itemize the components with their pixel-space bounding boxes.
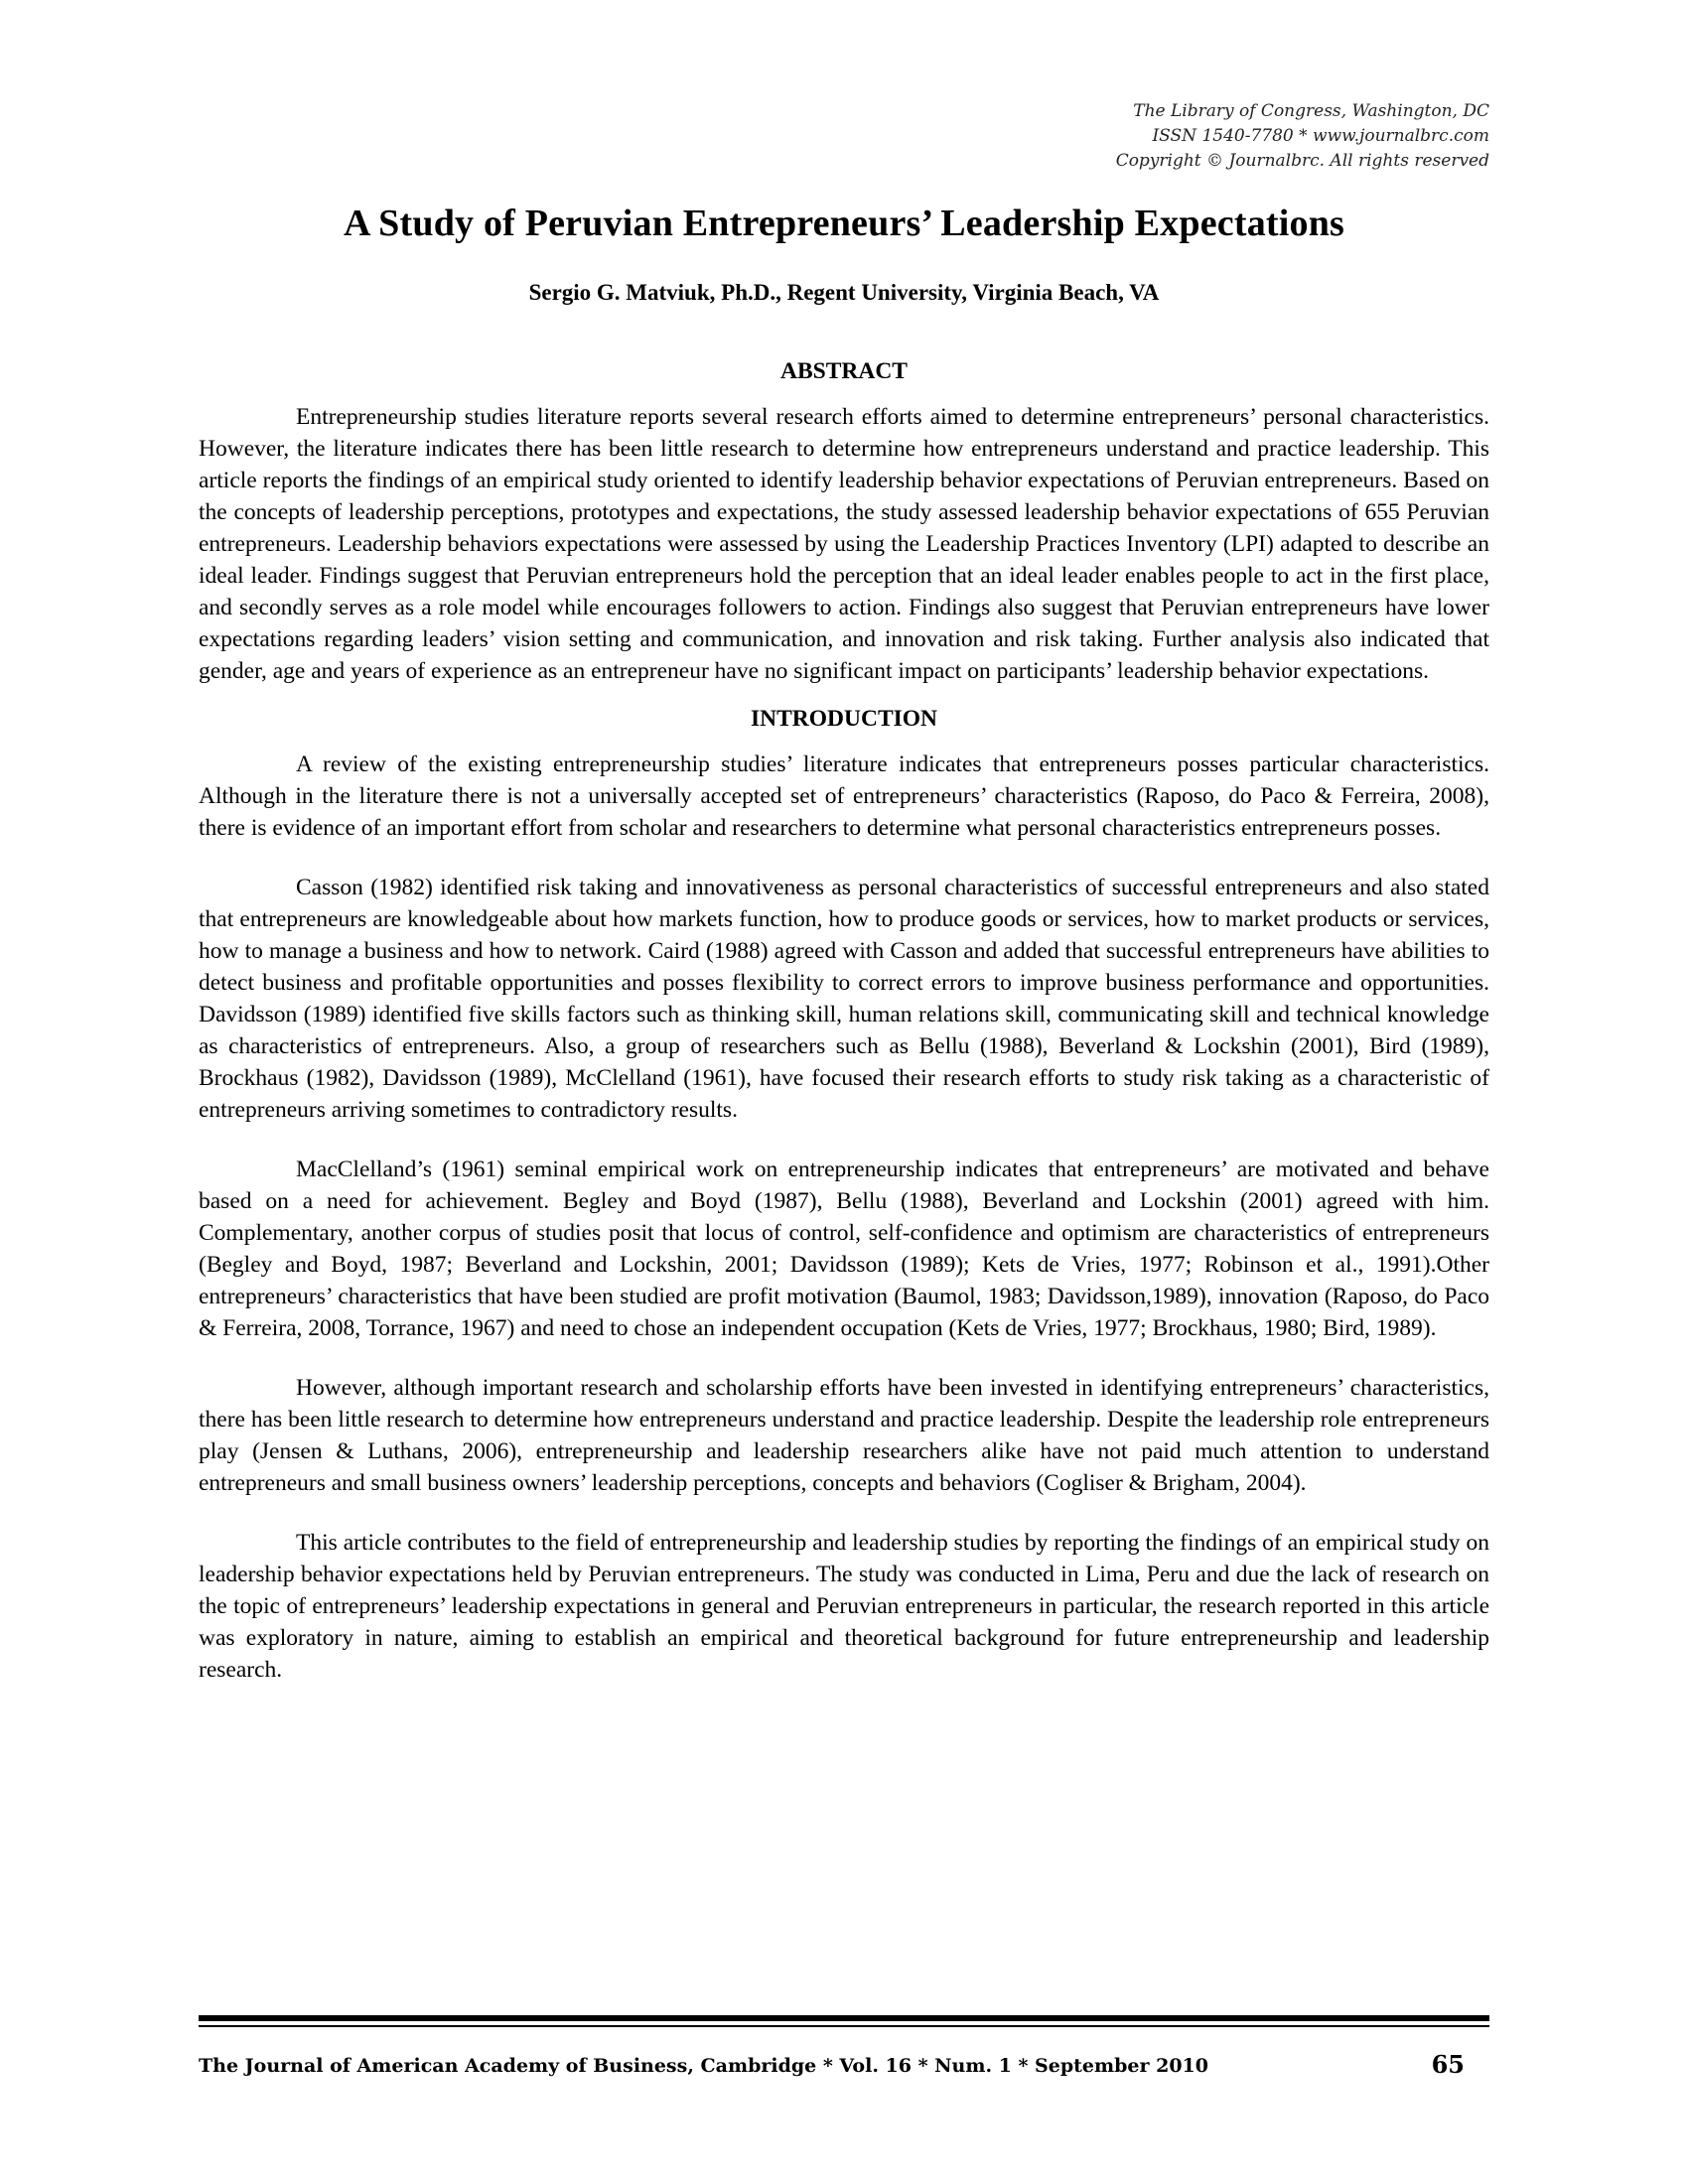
header-line-issn: ISSN 1540-7780 * www.journalbrc.com <box>1152 126 1489 146</box>
paper-title: A Study of Peruvian Entrepreneurs’ Leadership Expectations <box>343 203 1345 244</box>
header-line-copyright: Copyright © Journalbrc. All rights reserved <box>1115 151 1489 171</box>
author-line: Sergio G. Matviuk, Ph.D., Regent University, Virginia Beach, VA <box>528 280 1160 305</box>
intro-paragraph-3: MacClelland’s (1961) seminal empirical work on entrepreneurship indicates that entrepreneurs’ are motivated and behave based on a need for achievement. Begley and Boyd (1987), Bellu (1988), Beverland and Lockshin (2001) agreed with him. Complementary, another corpus of studies posit that locus of control, self-confidence and optimism are characteristics of entrepreneurs (Begley and Boyd, 1987; Beverland and Lockshin, 2001; Davidsson (1989); Kets de Vries, 1977; Robinson et al., 1991).Other entrepreneurs’ characteristics that have been studied are profit motivation (Baumol, 1983; Davidsson,1989), innovation (Raposo, do Paco & Ferreira, 2008, Torrance, 1967) and need to chose an independent occupation (Kets de Vries, 1977; Brockhaus, 1980; Bird, 1989). <box>199 1157 1489 1341</box>
footer-rule-thin <box>199 2025 1489 2027</box>
header-line-library: The Library of Congress, Washington, DC <box>1133 101 1489 121</box>
introduction-heading: INTRODUCTION <box>750 706 938 732</box>
journal-header <box>1116 99 1489 174</box>
page-number: 65 <box>1431 2050 1465 2079</box>
intro-paragraph-2: Casson (1982) identified risk taking and innovativeness as personal characteristics of successful entrepreneurs and also stated that entrepreneurs are knowledgeable about how markets function, how to produce goods or services, how to market products or services, how to manage a business and how to network. Caird (1988) agreed with Casson and added that successful entrepreneurs have abilities to detect business and profitable opportunities and posses flexibility to correct errors to improve business performance and opportunities. Davidsson (1989) identified five skills factors such as thinking skill, human relations skill, communicating skill and technical knowledge as characteristics of entrepreneurs. Also, a group of researchers such as Bellu (1988), Beverland & Lockshin (2001), Bird (1989), Brockhaus (1982), Davidsson (1989), McClelland (1961), have focused their research efforts to study risk taking as a characteristic of entrepreneurs arriving sometimes to contradictory results. <box>199 875 1489 1123</box>
abstract-text: Entrepreneurship studies literature reports several research efforts aimed to determine entrepreneurs’ personal characteristics. However, the literature indicates there has been little research to determine how entrepreneurs understand and practice leadership. This article reports the findings of an empirical study oriented to identify leadership behavior expectations of Peruvian entrepreneurs. Based on the concepts of leadership perceptions, prototypes and expectations, the study assessed leadership behavior expectations of 655 Peruvian entrepreneurs. Leadership behaviors expectations were assessed by using the Leadership Practices Inventory (LPI) adapted to describe an ideal leader. Findings suggest that Peruvian entrepreneurs hold the perception that an ideal leader enables people to act in the first place, and secondly serves as a role model while encourages followers to action. Findings also suggest that Peruvian entrepreneurs have lower expectations regarding leaders’ vision setting and communication, and innovation and risk taking. Further analysis also indicated that gender, age and years of experience as an entrepreneur have no significant impact on participants’ leadership behavior expectations. <box>199 404 1489 684</box>
intro-paragraph-4: However, although important research and scholarship efforts have been invested in identifying entrepreneurs’ characteristics, there has been little research to determine how entrepreneurs understand and practice leadership. Despite the leadership role entrepreneurs play (Jensen & Luthans, 2006), entrepreneurship and leadership researchers alike have not paid much attention to understand entrepreneurs and small business owners’ leadership perceptions, concepts and behaviors (Cogliser & Brigham, 2004). <box>199 1375 1489 1496</box>
footer-journal: The Journal of American Academy of Business, Cambridge * Vol. 16 * Num. 1 * September 2010 <box>199 2055 1209 2077</box>
intro-paragraph-1: A review of the existing entrepreneurship studies’ literature indicates that entrepreneurs posses particular characteristics. Although in the literature there is not a universally accepted set of entrepreneurs’ characteristics (Raposo, do Paco & Ferreira, 2008), there is evidence of an important effort from scholar and researchers to determine what personal characteristics entrepreneurs posses. <box>199 751 1489 841</box>
paper-body <box>199 355 1489 1713</box>
footer-rule-thick <box>199 2015 1489 2021</box>
intro-paragraph-5: This article contributes to the field of entrepreneurship and leadership studies by reporting the findings of an empirical study on leadership behavior expectations held by Peruvian entrepreneurs. The study was conducted in Lima, Peru and due the lack of research on the topic of entrepreneurs’ leadership expectations in general and Peruvian entrepreneurs in particular, the research reported in this article was exploratory in nature, aiming to establish an empirical and theoretical background for future entrepreneurship and leadership research. <box>199 1530 1489 1683</box>
abstract-heading: ABSTRACT <box>780 358 908 384</box>
